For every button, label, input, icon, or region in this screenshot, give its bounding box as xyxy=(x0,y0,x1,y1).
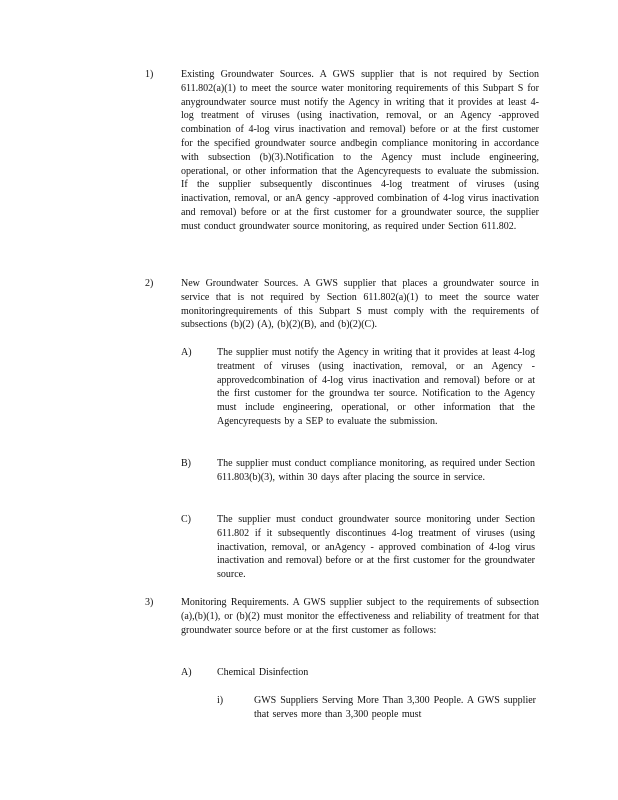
subparagraph-text: The supplier must notify the Agency in writing that it provides at least 4-log treatment of viruses (using inactivation, removal, or an Agency -approvedcombination of 4-log virus inactivation and removal) before or at the first customer for the groundwa ter source. Notification to the Agency must include engineering, operational, or other information that the Agencyrequests by a SEP to evaluate the submission. xyxy=(217,347,535,427)
subparagraph-label: C) xyxy=(181,514,191,525)
paragraph-label: 1) xyxy=(145,69,154,80)
paragraph-label: 2) xyxy=(145,278,154,289)
paragraph-text: Monitoring Requirements. A GWS supplier subject to the requirements of subsection (a),(b)(1), or (b)(2) must monitor the effectiveness and reliability of treatment for that groundwater source before or at the first customer as follows: xyxy=(181,597,539,636)
paragraph-text: Existing Groundwater Sources. A GWS supplier that is not required by Section 611.802(a)(1) to meet the source water monitoring requirements of this Subpart S for anygroundwater source must notify the Agency in writing that it provides at least 4-log treatment of viruses (using inactivation, removal, or an Agency -approved combination of 4-log virus inactivation and removal) before or at the first customer for the specified groundwater source andbegin compliance monitoring in accordance with subsection (b)(3).Notification to the Agency must include engineering, operational, or other information that the Agencyrequests to evaluate the submission. If the supplier subsequently discontinues 4-log treatment of viruses (using inactivation, removal, or anA gency -approved combination of 4-log virus inactivation and removal) before or at the first customer for a groundwater source, the supplier must conduct groundwater source monitoring, as required under Section 611.802. xyxy=(181,69,539,232)
subparagraph-text: Chemical Disinfection xyxy=(217,667,309,678)
paragraph-text: New Groundwater Sources. A GWS supplier that places a groundwater source in service that is not required by Section 611.802(a)(1) to meet the source water monitoringrequirements of this Subpart S must comply with the requirements of subsections (b)(2) (A), (b)(2)(B), and (b)(2)(C). xyxy=(181,278,539,331)
subparagraph-label: A) xyxy=(181,667,192,678)
clause-label: i) xyxy=(217,695,224,706)
paragraph-label: 3) xyxy=(145,597,154,608)
subparagraph-label: B) xyxy=(181,458,191,469)
subparagraph-label: A) xyxy=(181,347,192,358)
clause-text: GWS Suppliers Serving More Than 3,300 People. A GWS supplier that serves more than 3,300 people must xyxy=(254,695,536,720)
subparagraph-text: The supplier must conduct compliance monitoring, as required under Section 611.803(b)(3), within 30 days after placing the source in service. xyxy=(217,458,535,483)
subparagraph-text: The supplier must conduct groundwater source monitoring under Section 611.802 if it subsequently discontinues 4-log treatment of viruses (using inactivation, removal, or anAgency - approved combination of 4-log virus inactivation and removal) before or at the first customer for the groundwater source. xyxy=(217,514,535,581)
